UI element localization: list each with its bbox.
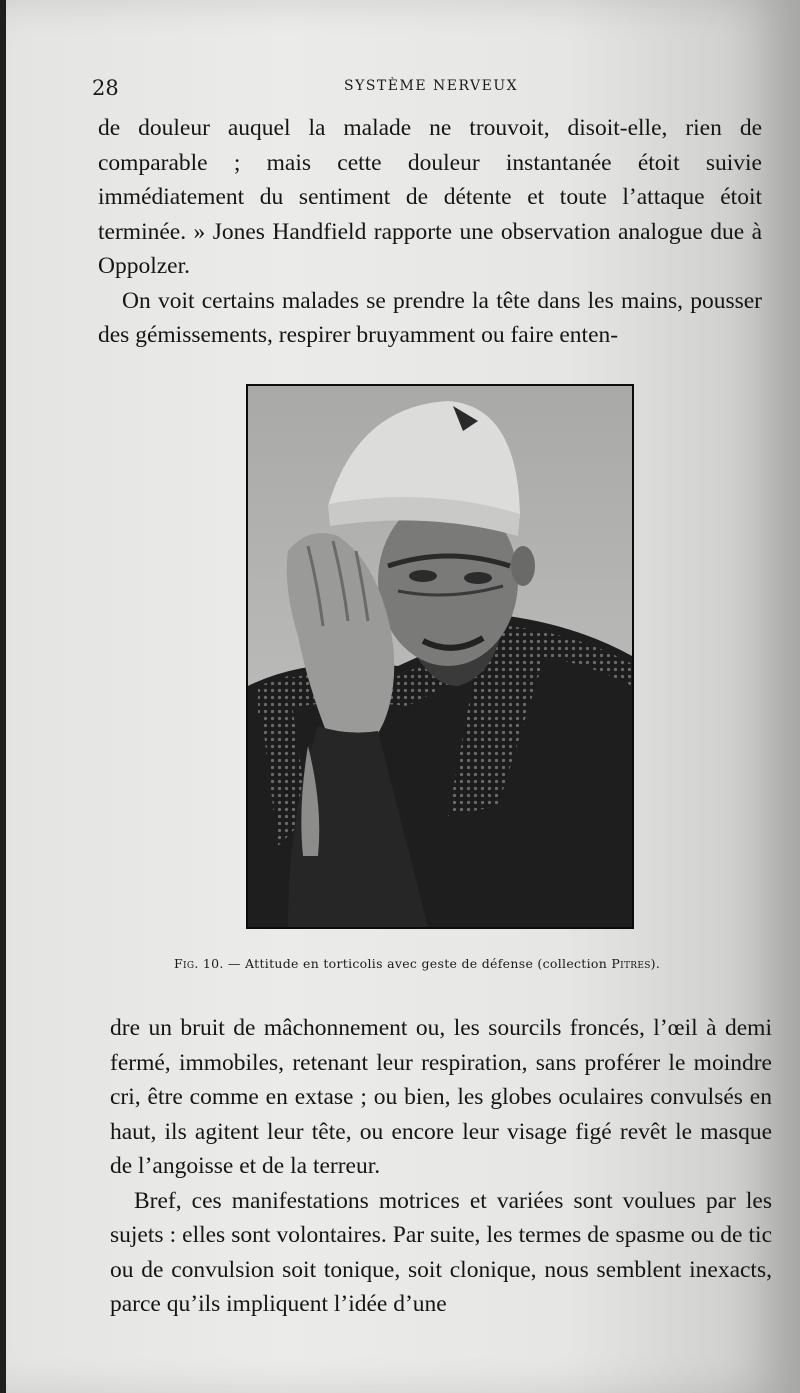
running-title: SYSTÈME NERVEUX	[344, 78, 519, 94]
paragraph: de douleur auquel la malade ne trouvoit, disoit-elle, rien de comparable ; mais cette douleur instantanée étoit suivie immédiatement du sentiment de détente et toute l’attaque étoit terminée. » Jones Handfield rapporte une observation analogue due à Oppolzer.	[98, 115, 762, 279]
paragraph: Bref, ces manifestations motrices et variées sont voulues par les sujets : elles sont volontaires. Par suite, les termes de spasme ou de tic ou de convulsion soit tonique, soit clonique, nous semblent inexacts, parce qu’ils impliquent l’idée d’une	[110, 1187, 772, 1317]
book-page	[6, 0, 800, 1393]
text-block-bottom	[110, 1011, 772, 1322]
caption-end: ).	[650, 956, 661, 971]
figure-photograph	[246, 384, 634, 929]
caption-dash: —	[223, 956, 246, 971]
caption-text: Attitude en torticolis avec geste de défense (collection	[245, 956, 612, 971]
running-head	[92, 72, 772, 104]
photo-man-in-torticollis	[248, 386, 632, 927]
figure-label: Fig. 10.	[174, 956, 224, 971]
paragraph: dre un bruit de mâchonnement ou, les sourcils froncés, l’œil à demi fermé, immobiles, retenant leur respiration, sans proférer le moindre cri, être comme en extase ; ou bien, les globes oculaires convulsés en haut, ils agitent leur tête, ou encore leur visage figé revêt le masque de l’angoisse et de la terreur.	[110, 1015, 772, 1179]
paragraph: On voit certains malades se prendre la tête dans les mains, pousser des gémissements, respirer bruyamment ou faire enten-	[98, 287, 762, 348]
page-number: 28	[92, 76, 119, 100]
caption-credit: Pitres	[611, 956, 651, 971]
figure-caption	[174, 956, 734, 971]
text-block-top	[98, 111, 762, 353]
